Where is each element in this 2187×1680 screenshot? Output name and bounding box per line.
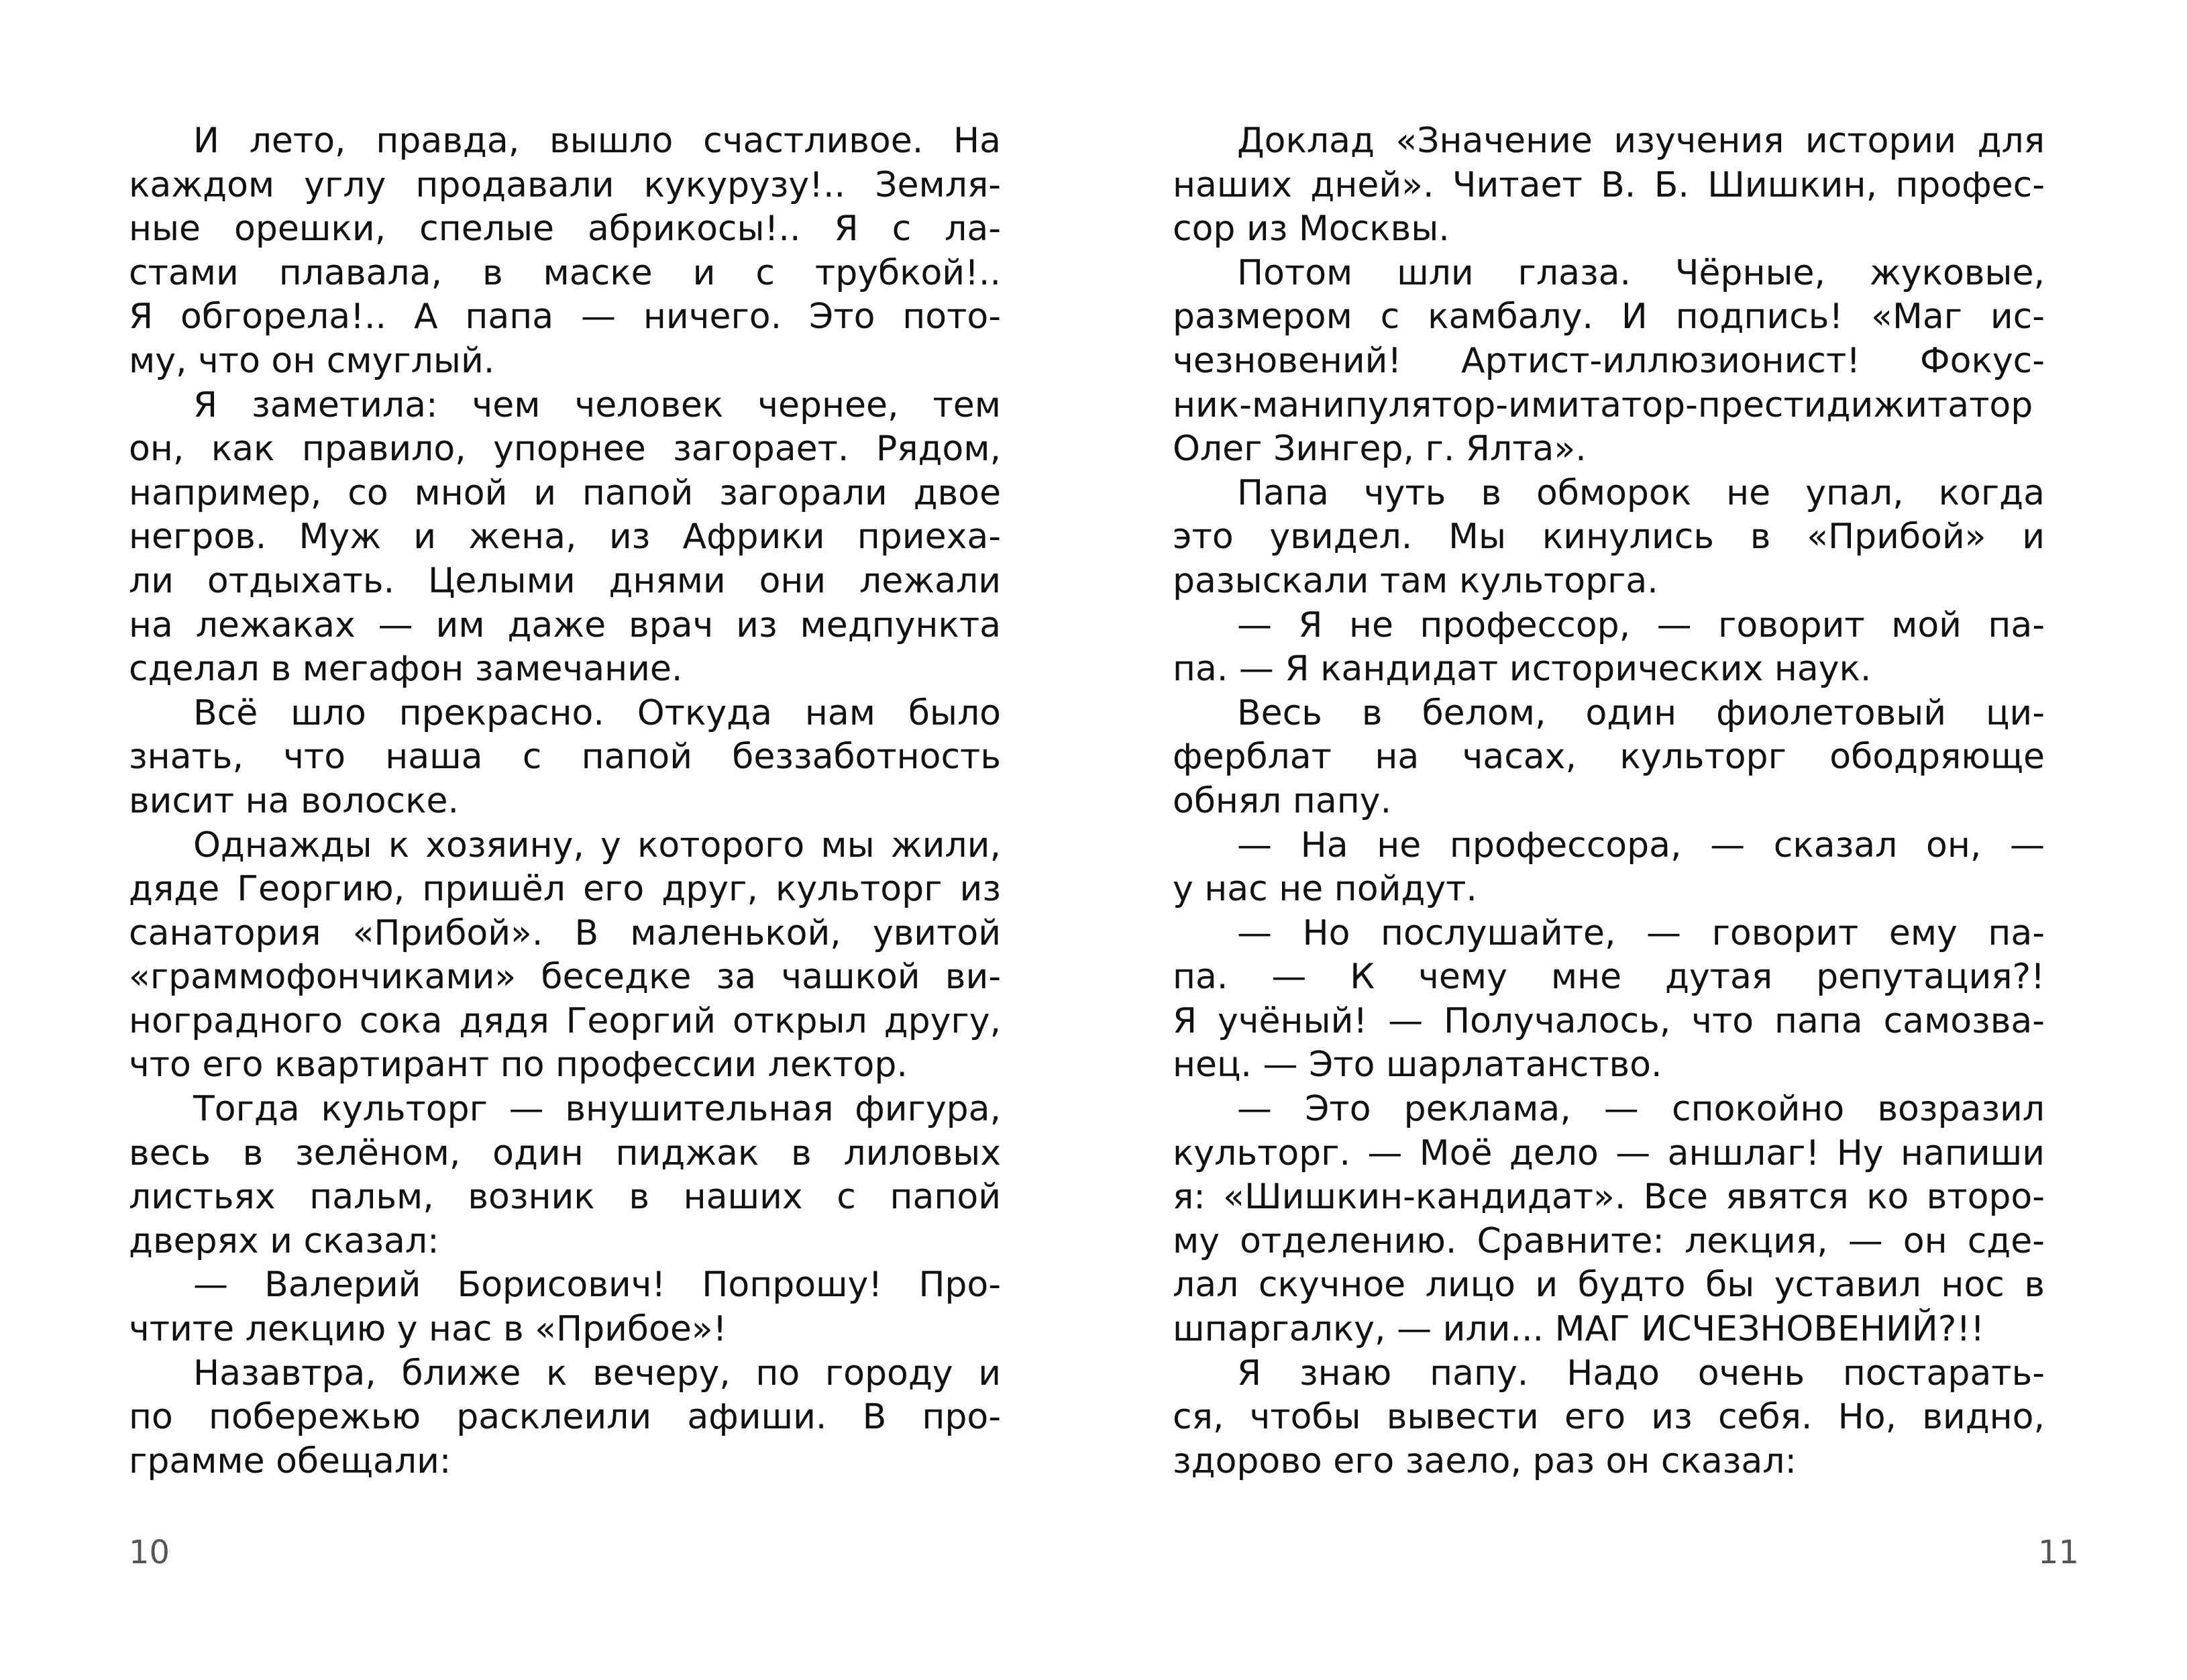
- text-line: ли отдыхать. Целыми днями они лежали: [129, 560, 1001, 601]
- text-line: это увидел. Мы кинулись в «Прибой» и: [1173, 517, 2045, 558]
- text-line: висит на волоске.: [129, 780, 460, 821]
- text-line: шпаргалку, — или... МАГ ИСЧЕЗНОВЕНИЙ?!!: [1173, 1309, 1985, 1350]
- text-line: ноградного сока дядя Георгий открыл другу,: [129, 1000, 1001, 1041]
- text-line: сор из Москвы.: [1173, 209, 1450, 250]
- text-line: Потом шли глаза. Чёрные, жуковые,: [1237, 252, 2045, 293]
- text-line: на лежаках — им даже врач из медпункта: [129, 605, 1001, 645]
- text-line: Я заметила: чем человек чернее, тем: [193, 384, 1001, 425]
- text-line: ные орешки, спелые абрикосы!.. Я с ла-: [129, 209, 1001, 250]
- text-line: санатория «Прибой». В маленькой, увитой: [129, 912, 1001, 953]
- text-line: па. — Я кандидат исторических наук.: [1173, 649, 1872, 690]
- text-line: у нас не пойдут.: [1173, 869, 1477, 910]
- text-line: я: «Шишкин-кандидат». Все явятся ко второ-: [1173, 1177, 2045, 1218]
- text-line: «граммофончиками» беседке за чашкой ви-: [129, 957, 1001, 998]
- text-line: листьях пальм, возник в наших с папой: [129, 1177, 1001, 1218]
- right-page-text: [1173, 119, 2045, 1483]
- text-line: — На не профессора, — сказал он, —: [1237, 825, 2045, 865]
- text-line: размером с камбалу. И подпись! «Маг ис-: [1173, 297, 2045, 337]
- text-line: И лето, правда, вышло счастливое. На: [193, 121, 1001, 161]
- text-line: чтите лекцию у нас в «Прибое»!: [129, 1309, 727, 1350]
- page-number-left: 10: [129, 1534, 170, 1571]
- text-line: Доклад «Значение изучения истории для: [1237, 121, 2045, 161]
- text-line: Тогда культорг — внушительная фигура,: [193, 1089, 1001, 1130]
- text-line: Папа чуть в обморок не упал, когда: [1237, 472, 2045, 513]
- text-line: Я учёный! — Получалось, что папа самозва-: [1173, 1000, 2045, 1041]
- text-line: сделал в мегафон замечание.: [129, 649, 683, 690]
- left-page-text: [129, 119, 1001, 1483]
- text-line: чезновений! Артист-иллюзионист! Фокус-: [1173, 340, 2045, 381]
- text-line: например, со мной и папой загорали двое: [129, 472, 1001, 513]
- text-line: он, как правило, упорнее загорает. Рядом,: [129, 429, 1001, 470]
- text-line: — Но послушайте, — говорит ему па-: [1237, 912, 2045, 953]
- page-number-right: 11: [2038, 1534, 2080, 1571]
- text-line: нец. — Это шарлатанство.: [1173, 1045, 1662, 1086]
- text-line: лал скучное лицо и будто бы уставил нос в: [1173, 1265, 2045, 1306]
- text-line: знать, что наша с папой беззаботность: [129, 737, 1001, 778]
- text-line: стами плавала, в маске и с трубкой!..: [129, 252, 1001, 293]
- text-line: ферблат на часах, культорг ободряюще: [1173, 737, 2045, 778]
- text-line: здорово его заело, раз он сказал:: [1173, 1440, 1797, 1481]
- text-line: му, что он смуглый.: [129, 340, 495, 381]
- text-line: Олег Зингер, г. Ялта».: [1173, 429, 1587, 470]
- text-line: разыскали там культорга.: [1173, 560, 1658, 601]
- text-line: культорг. — Моё дело — аншлаг! Ну напиши: [1173, 1133, 2045, 1173]
- text-line: ник-манипулятор-имитатор-престидижитатор: [1173, 384, 2033, 425]
- text-line: Я знаю папу. Надо очень постарать-: [1237, 1353, 2045, 1394]
- right-page: [1094, 0, 2187, 1680]
- text-line: Весь в белом, один фиолетовый ци-: [1237, 692, 2045, 733]
- text-line: — Я не профессор, — говорит мой па-: [1237, 605, 2045, 645]
- text-line: негров. Муж и жена, из Африки приеха-: [129, 517, 1001, 558]
- text-line: что его квартирант по профессии лектор.: [129, 1045, 908, 1086]
- text-line: му отделению. Сравните: лекция, — он сде-: [1173, 1220, 2045, 1261]
- text-line: грамме обещали:: [129, 1440, 451, 1481]
- text-line: дяде Георгию, пришёл его друг, культорг из: [129, 869, 1001, 910]
- text-line: наших дней». Читает В. Б. Шишкин, профес-: [1173, 164, 2045, 205]
- text-line: Всё шло прекрасно. Откуда нам было: [193, 692, 1001, 733]
- text-line: — Это реклама, — спокойно возразил: [1237, 1089, 2045, 1130]
- text-line: Назавтра, ближе к вечеру, по городу и: [193, 1353, 1001, 1394]
- text-line: каждом углу продавали кукурузу!.. Земля-: [129, 164, 1001, 205]
- text-line: Я обгорела!.. А папа — ничего. Это пото-: [129, 297, 1001, 337]
- text-line: обнял папу.: [1173, 780, 1392, 821]
- text-line: весь в зелёном, один пиджак в лиловых: [129, 1133, 1001, 1173]
- text-line: по побережью расклеили афиши. В про-: [129, 1397, 1001, 1438]
- text-line: па. — К чему мне дутая репутация?!: [1173, 957, 2045, 998]
- text-line: ся, чтобы вывести его из себя. Но, видно,: [1173, 1397, 2045, 1438]
- text-line: — Валерий Борисович! Попрошу! Про-: [193, 1265, 1001, 1306]
- text-line: дверях и сказал:: [129, 1220, 439, 1261]
- text-line: Однажды к хозяину, у которого мы жили,: [193, 825, 1001, 865]
